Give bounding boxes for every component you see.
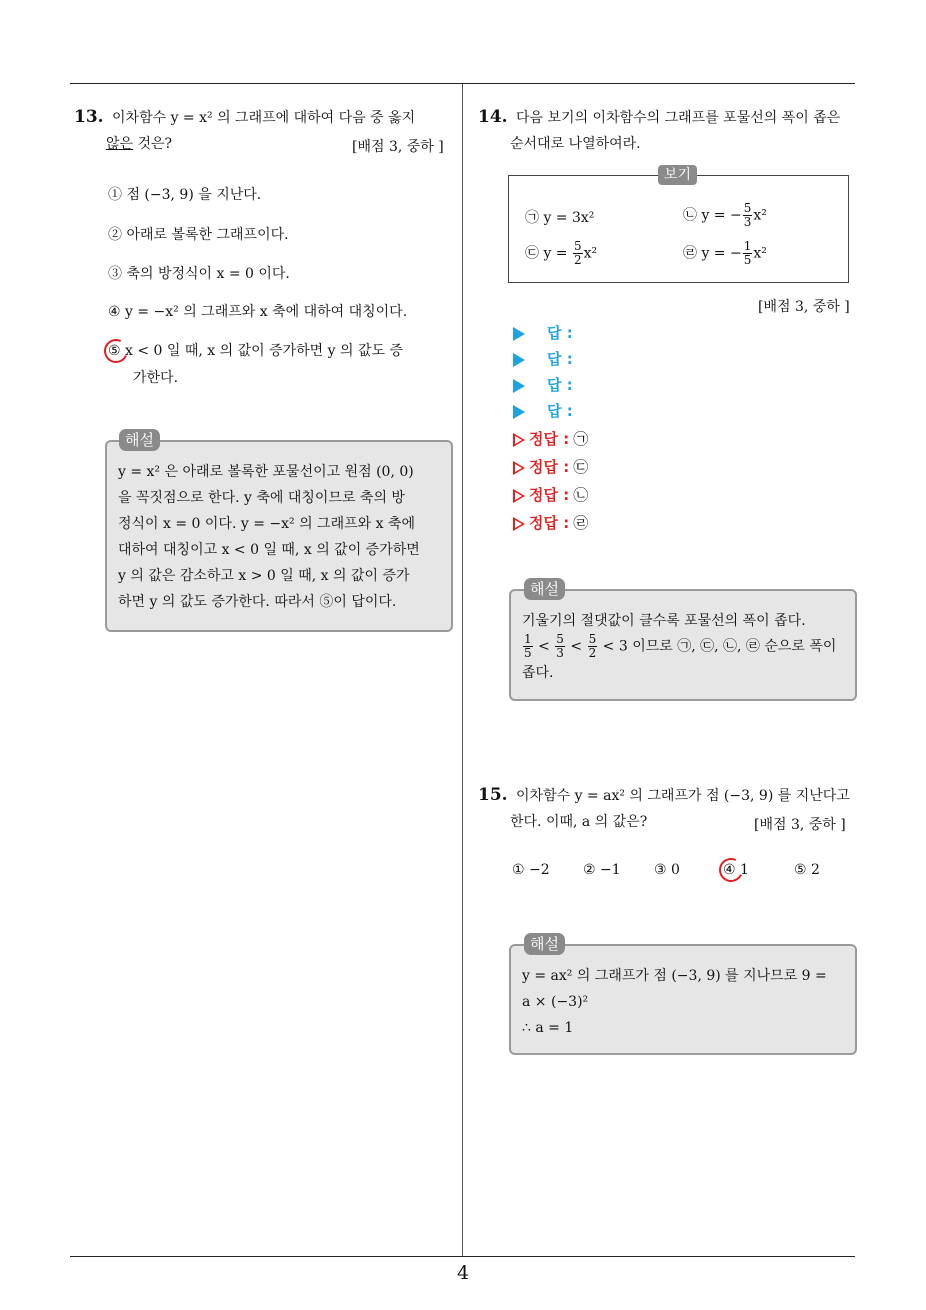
bogi-item-d — [683, 240, 767, 267]
play-triangle-icon — [513, 327, 525, 341]
play-triangle-icon — [513, 353, 525, 367]
outline-triangle-icon — [513, 433, 525, 447]
exp-line-2-tail: < 3 이므로 ㉠, ㉢, ㉡, ㉣ 순으로 폭이 — [602, 638, 837, 655]
exp-frac-3-den: 2 — [588, 646, 597, 660]
q13-choice-3[interactable]: ③ 축의 방정식이 x = 0 이다. — [108, 266, 290, 282]
bogi-c-suffix: x² — [583, 245, 598, 262]
q13-score: [배점 3, 중하 ] — [352, 139, 444, 155]
q13-explanation-label: 해설 — [119, 429, 160, 451]
bogi-d-num: 1 — [743, 239, 752, 253]
bogi-c-prefix: ㉢ y = — [525, 245, 572, 262]
exp-frac-3-num: 5 — [588, 632, 597, 646]
q14-text-1: 다음 보기의 이차함수의 그래프를 포물선의 폭이 좁은 — [516, 110, 841, 126]
bottom-rule — [70, 1256, 855, 1257]
q13-number: 13. — [74, 107, 104, 127]
q13-choice-5[interactable]: ⑤ x < 0 일 때, x 의 값이 증가하면 y 의 값도 증 — [108, 343, 404, 359]
q13-exp-line-6: 하면 y 의 값도 증가한다. 따라서 ⑤이 답이다. — [118, 594, 397, 610]
q13-choice-5-cont: 가한다. — [133, 370, 179, 386]
q15-score: [배점 3, 중하 ] — [754, 817, 846, 833]
column-divider — [462, 84, 463, 1256]
q14-line2: 순서대로 나열하여라. — [510, 136, 641, 152]
q15-explanation-label: 해설 — [524, 933, 565, 955]
q13-exp-line-3: 정식이 x = 0 이다. y = −x² 의 그래프와 x 축에 — [118, 516, 415, 532]
bogi-d-suffix: x² — [753, 245, 767, 262]
q13-line1 — [74, 106, 415, 129]
bogi-item-b — [683, 202, 767, 229]
bogi-d-fraction — [743, 240, 753, 267]
bogi-b-num: 5 — [743, 201, 752, 215]
q13-choice-2[interactable]: ② 아래로 볼록한 그래프이다. — [108, 227, 289, 243]
bogi-b-fraction — [743, 202, 753, 229]
exp-frac-2-num: 5 — [556, 632, 564, 646]
bogi-item-c — [525, 240, 597, 267]
q13-exp-line-2: 을 꼭짓점으로 한다. y 축에 대칭이므로 축의 방 — [118, 490, 405, 506]
q14-correct-row-1 — [513, 428, 588, 450]
bogi-d-prefix: ㉣ y = − — [683, 245, 742, 262]
q13-choice-1[interactable]: ① 점 (−3, 9) 을 지난다. — [108, 187, 262, 203]
q14-answer-row-1[interactable] — [513, 322, 573, 344]
page-number: 4 — [456, 1262, 470, 1284]
bogi-c-den: 2 — [574, 253, 582, 267]
q13-line2 — [106, 133, 172, 155]
exp-frac-2 — [555, 633, 565, 660]
bogi-b-den: 3 — [743, 215, 752, 229]
q14-bogi-label: 보기 — [658, 165, 697, 185]
q14-explanation-box — [509, 589, 857, 701]
outline-triangle-icon — [513, 517, 525, 531]
correct-label: 정답 : — [529, 514, 570, 532]
bogi-item-a: ㉠ y = 3x² — [525, 210, 595, 226]
correct-label: 정답 : — [529, 486, 570, 504]
q13-text-2: 것은? — [133, 136, 173, 152]
correct-value: ㉡ — [573, 486, 589, 504]
q15-explanation-box — [509, 944, 857, 1055]
q15-line1 — [478, 784, 850, 807]
q15-text-1: 이차함수 y = ax² 의 그래프가 점 (−3, 9) 를 지난다고 — [516, 788, 850, 804]
answer-label: 답 : — [547, 324, 573, 342]
correct-value: ㉣ — [573, 514, 589, 532]
lt-sign: < — [538, 638, 550, 655]
bogi-b-prefix: ㉡ y = − — [683, 207, 742, 224]
correct-label: 정답 : — [529, 458, 570, 476]
answer-label: 답 : — [547, 402, 573, 420]
exp-frac-1 — [523, 633, 533, 660]
q13-text-1: 이차함수 y = x² 의 그래프에 대하여 다음 중 옳지 — [112, 110, 416, 126]
q13-choice-4[interactable]: ④ y = −x² 의 그래프와 x 축에 대하여 대칭이다. — [108, 304, 408, 320]
exp-frac-3 — [588, 633, 598, 660]
q14-number: 14. — [478, 107, 508, 127]
q15-choice-1[interactable]: ① −2 — [512, 862, 550, 878]
bogi-b-suffix: x² — [753, 207, 767, 224]
outline-triangle-icon — [513, 489, 525, 503]
outline-triangle-icon — [513, 461, 525, 475]
q14-correct-row-2 — [513, 456, 588, 478]
q15-exp-line-1: y = ax² 의 그래프가 점 (−3, 9) 를 지나므로 9 = — [522, 968, 827, 984]
answer-label: 답 : — [547, 376, 573, 394]
bogi-c-fraction — [573, 240, 583, 267]
play-triangle-icon — [513, 379, 525, 393]
exp-frac-1-num: 1 — [524, 632, 532, 646]
q15-number: 15. — [478, 785, 508, 805]
exp-frac-1-den: 5 — [524, 646, 532, 660]
q14-answer-row-4[interactable] — [513, 400, 573, 422]
lt-sign: < — [570, 638, 583, 655]
q15-exp-line-2: a × (−3)² — [522, 994, 589, 1010]
q14-line1 — [478, 106, 840, 129]
q15-exp-line-3: ∴ a = 1 — [522, 1020, 574, 1036]
q14-answer-row-3[interactable] — [513, 374, 573, 396]
bogi-d-den: 5 — [743, 253, 752, 267]
q13-underlined-word: 않은 — [106, 136, 134, 152]
q15-choice-2[interactable]: ② −1 — [583, 862, 621, 878]
q13-explanation-box — [105, 440, 453, 632]
q14-correct-row-4 — [513, 512, 588, 534]
q15-choice-5[interactable]: ⑤ 2 — [794, 862, 820, 878]
answer-label: 답 : — [547, 350, 573, 368]
q13-exp-line-5: y 의 값은 감소하고 x > 0 일 때, x 의 값이 증가 — [118, 568, 410, 584]
q15-choice-4[interactable]: ④ 1 — [723, 862, 749, 878]
q14-score: [배점 3, 중하 ] — [758, 299, 850, 315]
q14-exp-line-2 — [522, 633, 836, 660]
correct-value: ㉠ — [573, 430, 589, 448]
q14-answer-row-2[interactable] — [513, 348, 573, 370]
selected-answer-circle-icon — [716, 855, 747, 886]
q14-correct-row-3 — [513, 484, 588, 506]
bogi-c-num: 5 — [574, 239, 582, 253]
correct-label: 정답 : — [529, 430, 570, 448]
q14-exp-line-1: 기울기의 절댓값이 클수록 포물선의 폭이 좁다. — [522, 613, 806, 629]
q13-exp-line-1: y = x² 은 아래로 볼록한 포물선이고 원점 (0, 0) — [118, 464, 414, 480]
q15-line2: 한다. 이때, a 의 값은? — [510, 814, 648, 830]
exp-frac-2-den: 3 — [556, 646, 564, 660]
play-triangle-icon — [513, 405, 525, 419]
q14-bogi-box — [508, 175, 849, 283]
correct-value: ㉢ — [573, 458, 589, 476]
q15-choice-3[interactable]: ③ 0 — [654, 862, 680, 878]
q14-exp-line-3: 좁다. — [522, 665, 554, 681]
q13-exp-line-4: 대하여 대칭이고 x < 0 일 때, x 의 값이 증가하면 — [118, 542, 420, 558]
q14-explanation-label: 해설 — [524, 578, 565, 600]
